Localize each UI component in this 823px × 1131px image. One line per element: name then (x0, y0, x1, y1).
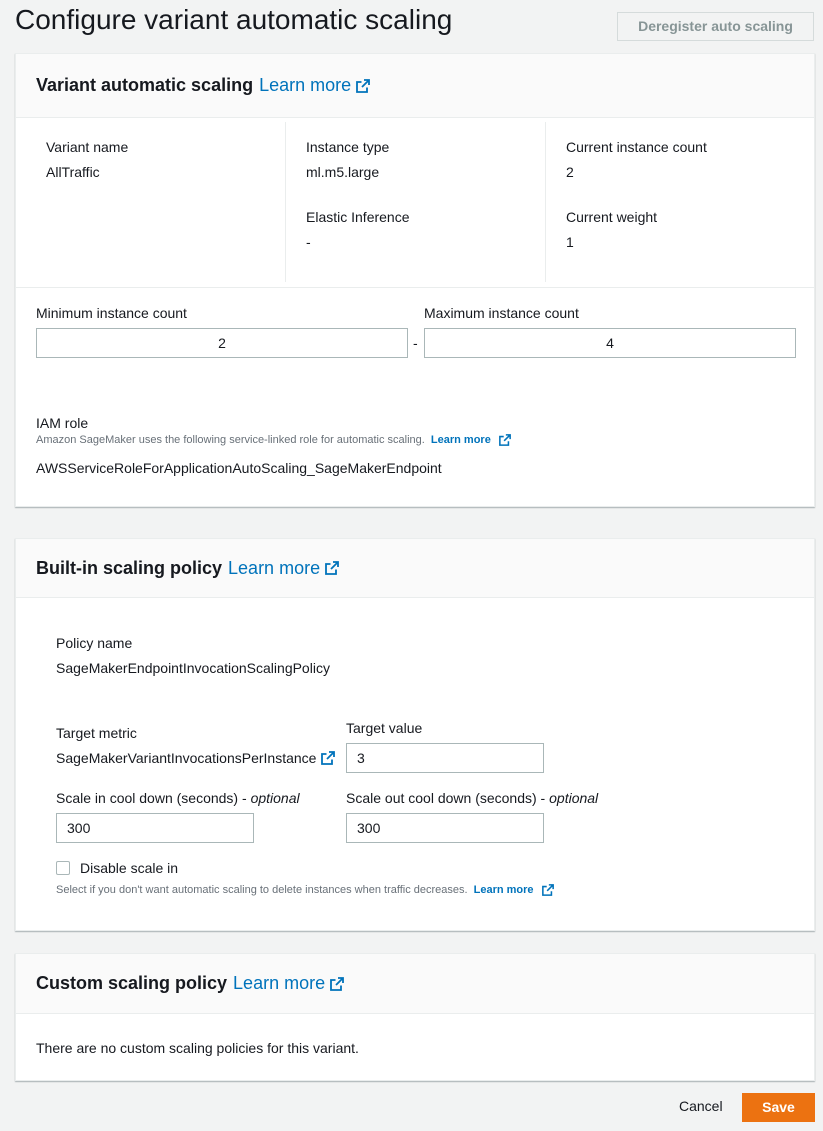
disable-learn-more-text: Learn more (473, 884, 534, 896)
custom-scaling-policy-panel (15, 953, 815, 1081)
scale-in-cooldown-label (56, 790, 300, 806)
minimum-instance-count-input[interactable] (36, 328, 408, 358)
builtin-panel-header (16, 539, 814, 598)
optional-tag: optional (250, 790, 300, 806)
variant-name-label: Variant name (46, 139, 129, 155)
optional-separator: - (536, 790, 550, 806)
disable-scale-in-description (56, 884, 554, 896)
custom-learn-more-link[interactable] (233, 973, 344, 994)
iam-learn-more-text: Learn more (430, 434, 491, 446)
cancel-button[interactable]: Cancel (679, 1098, 723, 1114)
range-separator: - (413, 335, 418, 351)
variant-panel-header (16, 54, 814, 118)
custom-learn-more-text: Learn more (233, 973, 326, 993)
iam-role-description (36, 434, 511, 446)
scale-out-cooldown-label-text: Scale out cool down (seconds) (346, 790, 537, 806)
deregister-auto-scaling-button[interactable]: Deregister auto scaling (617, 12, 814, 41)
target-metric-label: Target metric (56, 725, 137, 741)
target-metric-link[interactable] (56, 750, 335, 766)
column-divider (545, 122, 546, 282)
custom-panel-title: Custom scaling policy (36, 973, 228, 993)
target-value-label: Target value (346, 720, 423, 736)
current-instance-count-label: Current instance count (566, 139, 707, 155)
external-link-icon (325, 561, 339, 575)
target-value-input[interactable] (346, 743, 544, 773)
minimum-instance-count-label: Minimum instance count (36, 305, 187, 321)
section-divider (16, 287, 814, 288)
external-link-icon (499, 434, 511, 446)
maximum-instance-count-label: Maximum instance count (424, 305, 579, 321)
external-link-icon (542, 884, 554, 896)
scale-out-cooldown-input[interactable] (346, 813, 544, 843)
builtin-panel-title: Built-in scaling policy (36, 557, 223, 578)
disable-scale-in-label[interactable]: Disable scale in (80, 860, 179, 876)
custom-empty-message: There are no custom scaling policies for this variant. (36, 1040, 359, 1056)
disable-learn-more-link[interactable] (474, 884, 554, 896)
target-metric-value: SageMakerVariantInvocationsPerInstance (56, 750, 317, 766)
builtin-learn-more-link[interactable] (228, 558, 339, 579)
scale-in-cooldown-label-text: Scale in cool down (seconds) (56, 790, 239, 806)
variant-panel-title: Variant automatic scaling (36, 75, 254, 95)
iam-learn-more-link[interactable] (431, 434, 511, 446)
optional-separator: - (238, 790, 251, 806)
maximum-instance-count-input[interactable] (424, 328, 796, 358)
current-instance-count-value: 2 (566, 164, 574, 180)
save-button[interactable]: Save (742, 1093, 815, 1122)
elastic-inference-label: Elastic Inference (306, 209, 410, 225)
iam-role-description-text: Amazon SageMaker uses the following service-linked role for automatic scaling. (36, 434, 425, 446)
iam-role-value: AWSServiceRoleForApplicationAutoScaling_SageMakerEndpoint (36, 460, 442, 476)
instance-type-value: ml.m5.large (306, 164, 380, 180)
variant-automatic-scaling-panel (15, 53, 815, 507)
variant-learn-more-text: Learn more (259, 75, 352, 95)
builtin-learn-more-text: Learn more (228, 557, 321, 578)
scale-in-cooldown-input[interactable] (56, 813, 254, 843)
variant-name-value: AllTraffic (46, 164, 100, 180)
disable-description-text: Select if you don't want automatic scaling to delete instances when traffic decreases. (56, 884, 468, 896)
policy-name-value: SageMakerEndpointInvocationScalingPolicy (56, 660, 330, 676)
built-in-scaling-policy-panel (15, 538, 815, 931)
optional-tag: optional (549, 790, 599, 806)
external-link-icon (330, 977, 344, 991)
current-weight-value: 1 (566, 234, 574, 250)
elastic-inference-value: - (306, 234, 311, 250)
column-divider (285, 122, 286, 282)
variant-learn-more-link[interactable] (259, 75, 370, 96)
external-link-icon (356, 79, 370, 93)
current-weight-label: Current weight (566, 209, 658, 225)
scale-out-cooldown-label (346, 790, 598, 806)
page-title: Configure variant automatic scaling (15, 4, 453, 35)
instance-type-label: Instance type (306, 139, 390, 155)
disable-scale-in-checkbox[interactable] (56, 861, 70, 875)
custom-panel-header (16, 954, 814, 1014)
policy-name-label: Policy name (56, 635, 133, 651)
external-link-icon (321, 751, 335, 765)
iam-role-label: IAM role (36, 415, 89, 431)
